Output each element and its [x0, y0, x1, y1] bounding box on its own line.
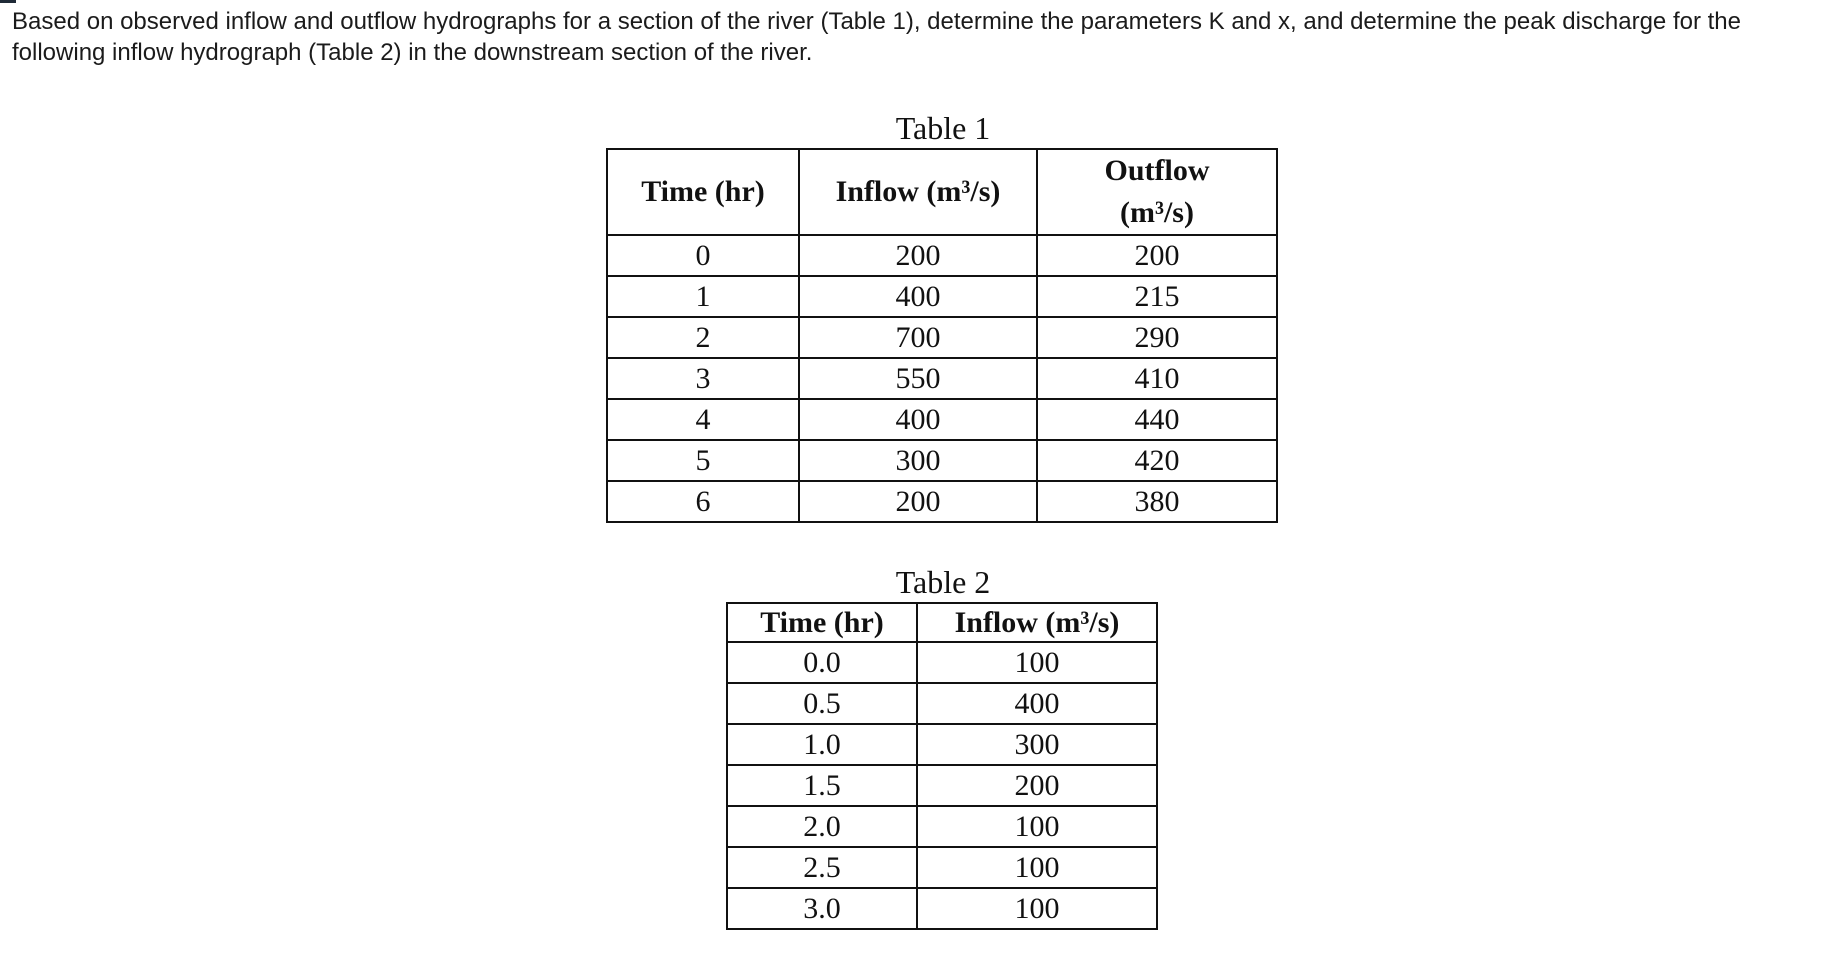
table2-row: [727, 888, 1157, 929]
table1-time-cell: 1: [607, 276, 799, 317]
question-text: Based on observed inflow and outflow hydrographs for a section of the river (Table 1), determine the parameters K and x, and determine the peak discharge for the following inflow hydrograph (Table 2) in the downstream section of the river.: [12, 8, 1741, 66]
table1-inflow-cell: 200: [799, 481, 1037, 522]
table1-outflow-cell: 410: [1037, 358, 1277, 399]
table2-inflow-cell: 100: [917, 888, 1157, 929]
table1-time-cell: 2: [607, 317, 799, 358]
table1-inflow-cell: 400: [799, 399, 1037, 440]
table2-row: [727, 642, 1157, 683]
table1-outflow-cell: 440: [1037, 399, 1277, 440]
table1-header-outflow-line2: (m³/s): [1120, 196, 1194, 229]
table2-inflow-cell: 100: [917, 847, 1157, 888]
table1-inflow-cell: 400: [799, 276, 1037, 317]
table2-time-cell: 0.5: [727, 683, 917, 724]
table1-header-inflow: Inflow (m³/s): [799, 149, 1037, 235]
table1-caption: Table 1: [895, 110, 991, 146]
table2-time-cell: 2.5: [727, 847, 917, 888]
table2: [726, 602, 1158, 930]
table1-row: [607, 276, 1277, 317]
table1-row: [607, 317, 1277, 358]
table2-header-row: [727, 603, 1157, 642]
table1-time-cell: 4: [607, 399, 799, 440]
table1-header-outflow: [1037, 149, 1277, 235]
table1-row: [607, 358, 1277, 399]
table2-time-cell: 2.0: [727, 806, 917, 847]
table2-inflow-cell: 100: [917, 642, 1157, 683]
table1-header-time: Time (hr): [607, 149, 799, 235]
table1-outflow-cell: 290: [1037, 317, 1277, 358]
table2-caption: Table 2: [895, 564, 991, 600]
table1-inflow-cell: 550: [799, 358, 1037, 399]
table1-outflow-cell: 380: [1037, 481, 1277, 522]
table2-row: [727, 765, 1157, 806]
table1-header-outflow-line1: Outflow: [1104, 154, 1210, 187]
table1: [606, 148, 1278, 523]
table2-time-cell: 3.0: [727, 888, 917, 929]
table2-row: [727, 724, 1157, 765]
table1-inflow-cell: 700: [799, 317, 1037, 358]
table2-header-time: Time (hr): [727, 603, 917, 642]
table1-outflow-cell: 200: [1037, 235, 1277, 276]
table1-inflow-cell: 200: [799, 235, 1037, 276]
table1-row: [607, 440, 1277, 481]
table2-time-cell: 1.5: [727, 765, 917, 806]
table1-row: [607, 399, 1277, 440]
table1-time-cell: 6: [607, 481, 799, 522]
table1-header-row: [607, 149, 1277, 235]
table2-row: [727, 847, 1157, 888]
table2-inflow-cell: 400: [917, 683, 1157, 724]
table2-header-inflow: Inflow (m³/s): [917, 603, 1157, 642]
table2-inflow-cell: 200: [917, 765, 1157, 806]
table2-row: [727, 683, 1157, 724]
table2-time-cell: 0.0: [727, 642, 917, 683]
table1-outflow-cell: 420: [1037, 440, 1277, 481]
table1-inflow-cell: 300: [799, 440, 1037, 481]
table2-row: [727, 806, 1157, 847]
table2-inflow-cell: 100: [917, 806, 1157, 847]
table1-row: [607, 481, 1277, 522]
corner-marker: [0, 0, 16, 3]
table1-time-cell: 5: [607, 440, 799, 481]
table2-inflow-cell: 300: [917, 724, 1157, 765]
table1-time-cell: 3: [607, 358, 799, 399]
table1-time-cell: 0: [607, 235, 799, 276]
table1-outflow-cell: 215: [1037, 276, 1277, 317]
table2-time-cell: 1.0: [727, 724, 917, 765]
table1-row: [607, 235, 1277, 276]
